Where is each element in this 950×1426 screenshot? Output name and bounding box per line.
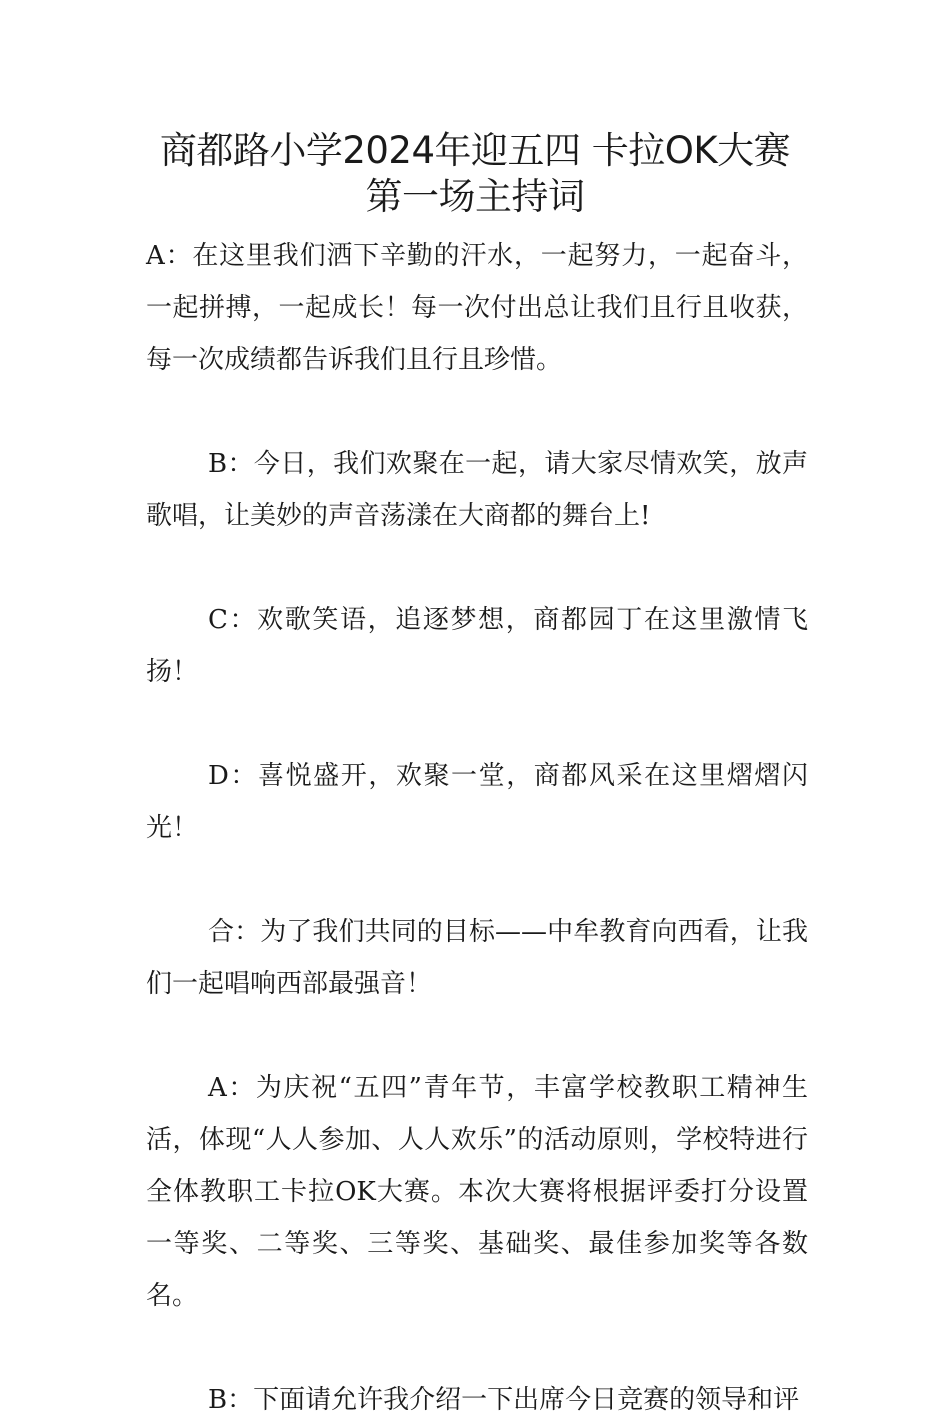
paragraph-gap	[146, 386, 808, 438]
document-title-line1: 商都路小学2024年迎五四 卡拉OK大赛	[159, 129, 791, 172]
paragraph-host-a-intro: A：为庆祝“五四”青年节，丰富学校教职工精神生活，体现“人人参加、人人欢乐”的活动原则，学校特进行全体教职工卡拉OK大赛。本次大赛将根据评委打分设置一等奖、二等奖、三等奖、基础奖、最佳参加奖等各数名。	[146, 1073, 808, 1311]
paragraph-host-b-leaders: B：下面请允许我介绍一下出席今日竞赛的领导和评	[208, 1385, 800, 1415]
paragraph-gap	[146, 698, 808, 750]
document-body	[146, 230, 808, 1426]
paragraph-gap	[146, 1322, 808, 1374]
paragraph-gap	[146, 854, 808, 906]
paragraph-gap	[146, 1010, 808, 1062]
paragraph-together: 合：为了我们共同的目标——中牟教育向西看，让我们一起唱响西部最强音！	[146, 917, 808, 999]
paragraph-host-d: D：喜悦盛开，欢聚一堂，商都风采在这里熠熠闪光！	[146, 761, 808, 843]
paragraph-host-a-opening: A：在这里我们洒下辛勤的汗水，一起努力，一起奋斗，一起拼搏，一起成长！每一次付出总让我们且行且收获，每一次成绩都告诉我们且行且珍惜。	[146, 241, 808, 375]
paragraph-gap	[146, 542, 808, 594]
document-title-line2: 第一场主持词	[365, 175, 585, 218]
paragraph-host-b: B：今日，我们欢聚在一起，请大家尽情欢笑，放声歌唱，让美妙的声音荡漾在大商都的舞台上!	[146, 449, 808, 531]
paragraph-host-c: C：欢歌笑语，追逐梦想，商都园丁在这里激情飞扬！	[146, 605, 808, 687]
